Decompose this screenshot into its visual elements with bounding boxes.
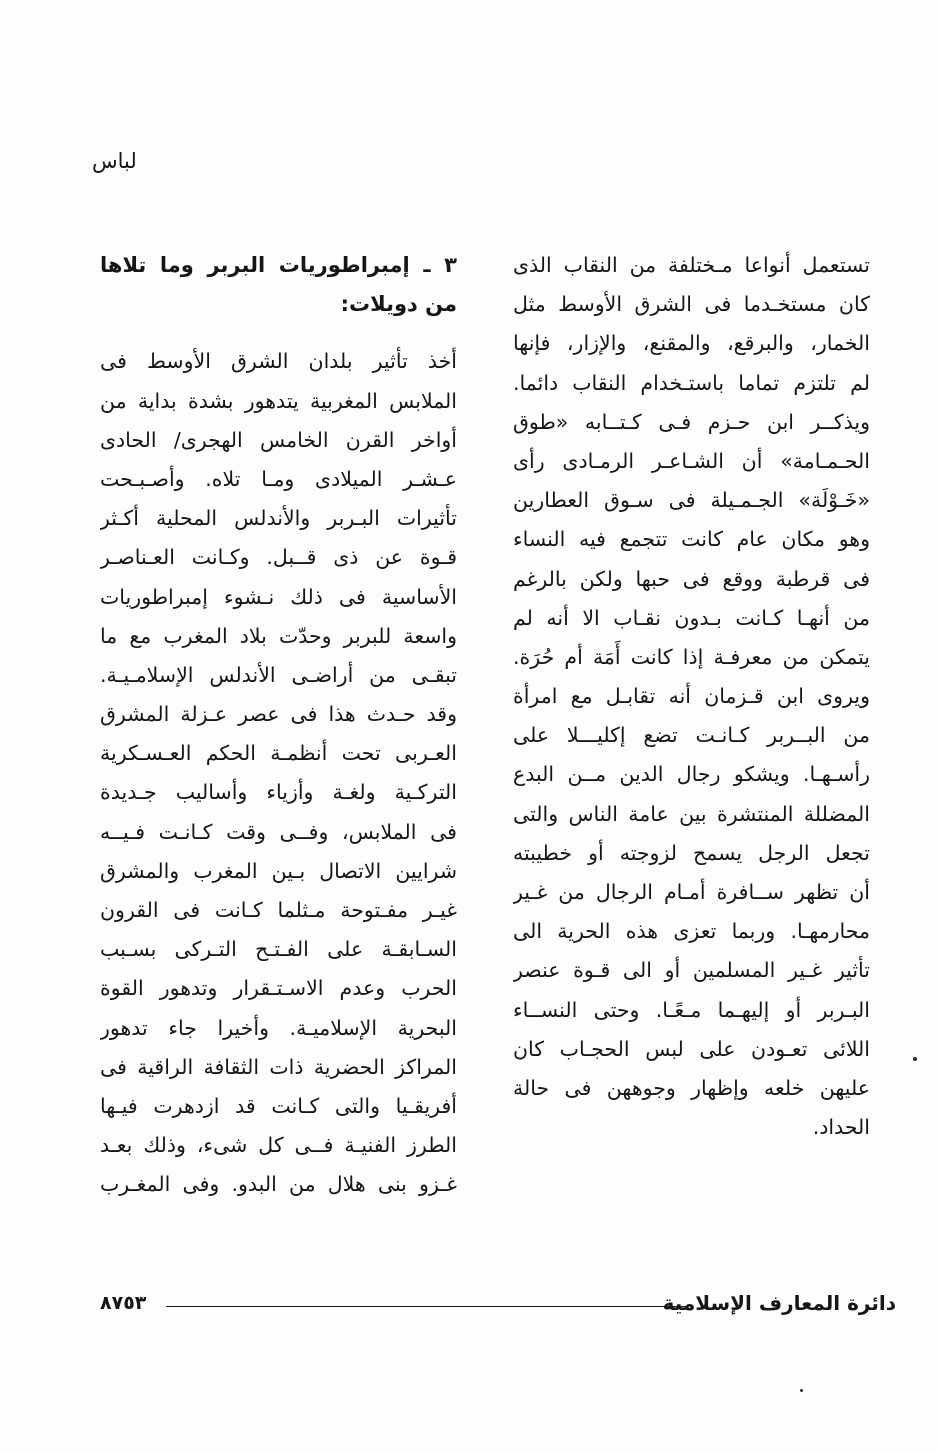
text-line: غـزو بنى هلال من البدو. وفى المغـرب — [100, 1172, 457, 1197]
text-line: أن تظهر ســافرة أمـام الرجال من غـير — [513, 880, 870, 904]
text-line: البحرية الإسلاميـة. وأخيرا جاء تدهور — [100, 1015, 457, 1040]
text-line: لم تلتزم تماما باستـخدام النقاب دائما. — [513, 370, 870, 395]
text-line: اللائى تعـودن على لبس الحجـاب كان — [513, 1036, 870, 1061]
text-line: غيـر مفـتوحة مـثلما كـانت فى القرون — [100, 898, 457, 922]
section-heading-line: من دويلات: — [340, 292, 457, 317]
text-line: تأثيرات البـربر والأندلس المحلية أكـثر — [100, 506, 457, 531]
left-column — [100, 246, 457, 1205]
running-head: لباس — [92, 149, 137, 173]
text-line: أخذ تأثير بلدان الشرق الأوسط فى — [100, 349, 457, 374]
text-line-last: الحداد. — [812, 1115, 870, 1140]
text-line: يتمكن من معرفـة إذا كانت أَمَة أم حُرَة. — [513, 644, 870, 669]
text-line: أواخر القرن الخامس الهجرى/ الحادى — [100, 427, 457, 452]
text-line: عـشـر الميلادى ومـا تلاه. وأصـبـحت — [100, 466, 457, 491]
text-line: ويذكــر ابن حـزم فـى كـتــابه «طوق — [513, 409, 870, 434]
text-line: رأسـهـا. ويشكو رجال الدين مــن البدع — [513, 762, 870, 787]
text-line: السـابقـة على الفـتـح التـركى بسـبب — [100, 937, 457, 962]
text-line: تستعمل أنواعا مـختلفة من النقاب الذى — [513, 253, 870, 277]
page-footer — [100, 1288, 896, 1320]
text-line: تأثير غـير المسلمين أو الى قـوة عنصر — [513, 958, 870, 983]
scan-speck — [800, 1389, 803, 1392]
right-column — [513, 246, 870, 1147]
page-number: ٨٧٥٣ — [100, 1292, 147, 1314]
text-line: «خَـوْلَة» الجـمـيلة فى سـوق العطارين — [513, 488, 870, 513]
text-line: الأساسية فى ذلك نـشوء إمبراطوريات — [100, 584, 457, 609]
text-line: أفريقـيا والتى كـانت قد ازدهرت فيـها — [100, 1093, 457, 1118]
text-line: قـوة عن ذى قــبل. وكـانت العـناصـر — [100, 545, 457, 570]
heading-spacer — [100, 324, 457, 342]
text-line: محارمهـا. وربما تعزى هذه الحرية الى — [513, 919, 870, 944]
text-line: فى الملابس، وفــى وقت كـانـت فـيــه — [100, 819, 457, 844]
text-line: العـربى تحت أنظمـة الحكم العـسـكرية — [100, 741, 457, 766]
text-line: واسعة للبربر وحدّت بلاد المغرب مع ما — [100, 623, 457, 648]
footer-rule — [166, 1306, 686, 1307]
text-line: فى قرطبة ووقع فى حبها ولكن بالرغم — [513, 566, 870, 591]
section-heading-line: ٣ ـ إمبراطوريات البربر وما تلاها — [100, 253, 457, 277]
text-line: الحرب وعدم الاسـتـقرار وتدهور القوة — [100, 976, 457, 1001]
text-line: من أنهـا كـانت بـدون نقـاب الا أنه لم — [513, 605, 870, 630]
text-line: وقد حـدث هذا فى عصر عـزلة المشرق — [100, 702, 457, 727]
footer-title: دائرة المعارف الإسلامية — [662, 1291, 896, 1315]
scan-speck — [913, 1057, 917, 1061]
text-line: تجعل الرجل يسمح لزوجته أو خطيبته — [513, 840, 870, 865]
text-line: البـربر أو إليهـما مـعًـا. وحتى النســاء — [513, 997, 870, 1022]
text-line: شرايين الاتصال بـين المغرب والمشرق — [100, 858, 457, 883]
text-line: وهو مكان عام كانت تتجمع فيه النساء — [513, 527, 870, 552]
text-line: المراكز الحضرية ذات الثقافة الراقية فى — [100, 1054, 457, 1079]
text-line: ويروى ابن قـزمان أنه تقابـل مع امرأة — [513, 684, 870, 709]
text-line: المضللة المنتشرة بين عامة الناس والتى — [513, 801, 870, 826]
text-line: التركـية ولغـة وأزياء وأساليب جـديدة — [100, 780, 457, 805]
text-line: كان مستخـدما فى الشرق الأوسط مثل — [513, 292, 870, 317]
text-line: عليهن خلعه وإظهار وجوههن فى حالة — [513, 1075, 870, 1100]
text-line: تبقـى من أراضـى الأندلس الإسلامـيـة. — [100, 662, 457, 687]
text-line: الخمار، والبرقع، والمقنع، والإزار، فإنها — [513, 331, 870, 356]
text-line: الملابس المغربية يتدهور بشدة بداية من — [100, 388, 457, 413]
text-line: الطرز الفنيـة فــى كل شىء، وذلك بعـد — [100, 1133, 457, 1158]
text-line: من البــربر كـانـت تضع إكليـــلا على — [513, 723, 870, 748]
text-line: الحـمـامة» أن الشـاعـر الرمـادى رأى — [513, 448, 870, 473]
